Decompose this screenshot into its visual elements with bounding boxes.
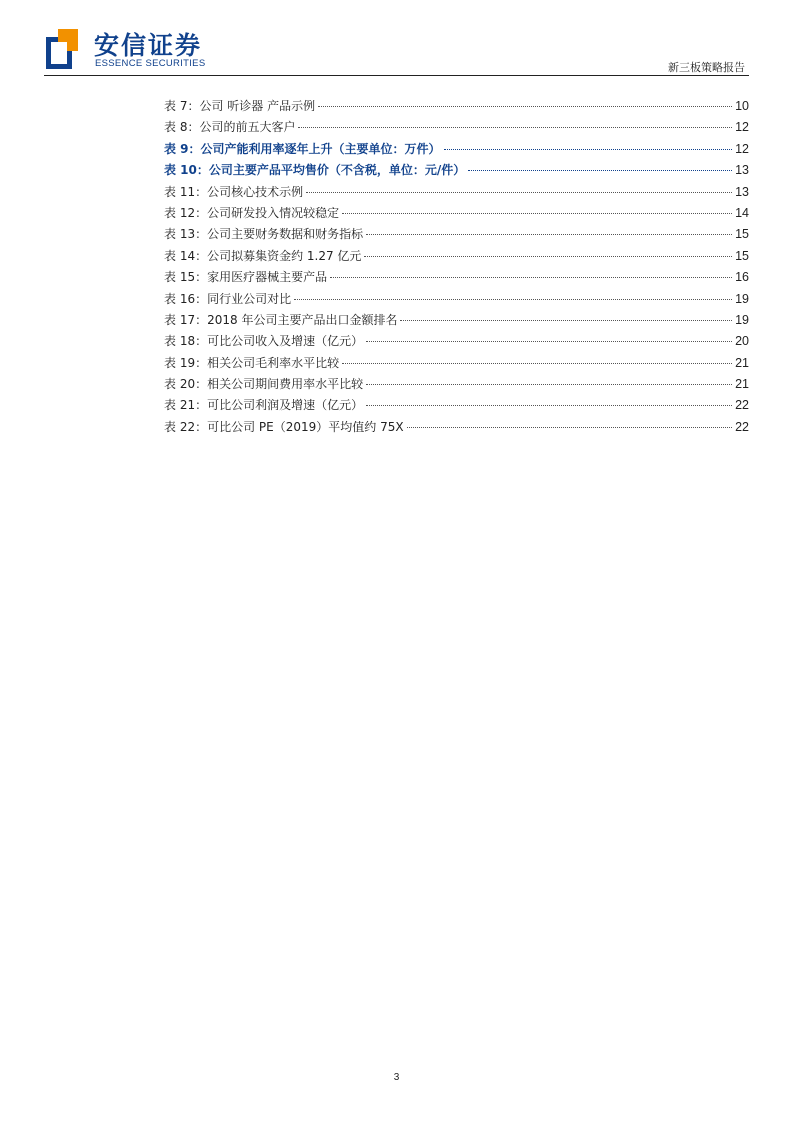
toc-entry-label: 表 11：公司核心技术示例	[164, 184, 304, 199]
toc-entry-page: 21	[735, 377, 749, 392]
toc-entry[interactable]	[164, 396, 749, 417]
toc-dot-leader	[366, 341, 732, 342]
toc-entry[interactable]	[164, 204, 749, 225]
logo-english-text: ESSENCE SECURITIES	[95, 58, 206, 69]
toc-dot-leader	[342, 363, 732, 364]
toc-entry[interactable]	[164, 161, 749, 182]
page-header	[0, 0, 793, 80]
toc-entry-label: 表 12：公司研发投入情况较稳定	[164, 205, 340, 220]
toc-entry-label: 表 9：公司产能利用率逐年上升（主要单位：万件）	[164, 141, 441, 156]
toc-entry-page: 13	[735, 184, 749, 199]
toc-entry[interactable]	[164, 418, 749, 439]
toc-entry[interactable]	[164, 311, 749, 332]
toc-entry-label: 表 14：公司拟募集资金约 1.27 亿元	[164, 248, 362, 263]
toc-entry[interactable]	[164, 354, 749, 375]
toc-dot-leader	[294, 299, 732, 300]
toc-entry-label: 表 20：相关公司期间费用率水平比较	[164, 377, 364, 392]
toc-dot-leader	[342, 213, 732, 214]
toc-dot-leader	[407, 427, 733, 428]
toc-entry-page: 12	[735, 120, 749, 135]
report-type-label: 新三板策略报告	[668, 61, 745, 74]
toc-entry[interactable]	[164, 268, 749, 289]
toc-entry-page: 22	[735, 419, 749, 434]
toc-entry[interactable]	[164, 97, 749, 118]
toc-entry[interactable]	[164, 290, 749, 311]
toc-entry-page: 19	[735, 312, 749, 327]
toc-dot-leader	[366, 384, 732, 385]
toc-dot-leader	[366, 234, 732, 235]
toc-entry-page: 12	[735, 141, 749, 156]
toc-dot-leader	[298, 127, 732, 128]
toc-entry-label: 表 17：2018 年公司主要产品出口金额排名	[164, 312, 398, 327]
toc-entry-page: 19	[735, 291, 749, 306]
toc-dot-leader	[306, 192, 732, 193]
toc-dot-leader	[366, 405, 732, 406]
toc-dot-leader	[400, 320, 732, 321]
toc-dot-leader	[468, 170, 732, 171]
page-number: 3	[393, 1072, 400, 1083]
toc-entry[interactable]	[164, 225, 749, 246]
toc-entry-label: 表 22：可比公司 PE（2019）平均值约 75X	[164, 419, 404, 434]
toc-entry[interactable]	[164, 118, 749, 139]
toc-entry[interactable]	[164, 375, 749, 396]
toc-entry-label: 表 13：公司主要财务数据和财务指标	[164, 227, 364, 242]
toc-entry-label: 表 19：相关公司毛利率水平比较	[164, 355, 340, 370]
toc-entry-label: 表 21：可比公司利润及增速（亿元）	[164, 398, 364, 413]
toc-entry-label: 表 16：同行业公司对比	[164, 291, 292, 306]
toc-entry-page: 15	[735, 227, 749, 242]
toc-entry[interactable]	[164, 247, 749, 268]
toc-entry-page: 20	[735, 334, 749, 349]
toc-dot-leader	[330, 277, 732, 278]
toc-dot-leader	[318, 106, 732, 107]
toc-entry-page: 14	[735, 205, 749, 220]
toc-entry-label: 表 10：公司主要产品平均售价（不含税，单位：元/件）	[164, 163, 466, 178]
essence-logo-icon	[46, 29, 78, 69]
toc-entry-page: 13	[735, 163, 749, 178]
toc-entry-page: 22	[735, 398, 749, 413]
toc-entry-label: 表 7：公司 听诊器 产品示例	[164, 99, 316, 113]
toc-entry-page: 15	[735, 248, 749, 263]
toc-entry-page: 16	[735, 270, 749, 285]
toc-dot-leader	[444, 149, 733, 150]
toc-entry-label: 表 18：可比公司收入及增速（亿元）	[164, 334, 364, 349]
toc-entry-label: 表 15：家用医疗器械主要产品	[164, 270, 328, 285]
toc-entry-page: 10	[735, 99, 749, 113]
toc-entry[interactable]	[164, 183, 749, 204]
toc-entry-page: 21	[735, 355, 749, 370]
logo-chinese-text: 安信证券	[94, 31, 203, 60]
table-of-contents	[164, 97, 749, 439]
toc-entry[interactable]	[164, 140, 749, 161]
toc-entry-label: 表 8：公司的前五大客户	[164, 120, 296, 135]
toc-dot-leader	[364, 256, 732, 257]
toc-entry[interactable]	[164, 332, 749, 353]
header-divider	[44, 75, 749, 76]
